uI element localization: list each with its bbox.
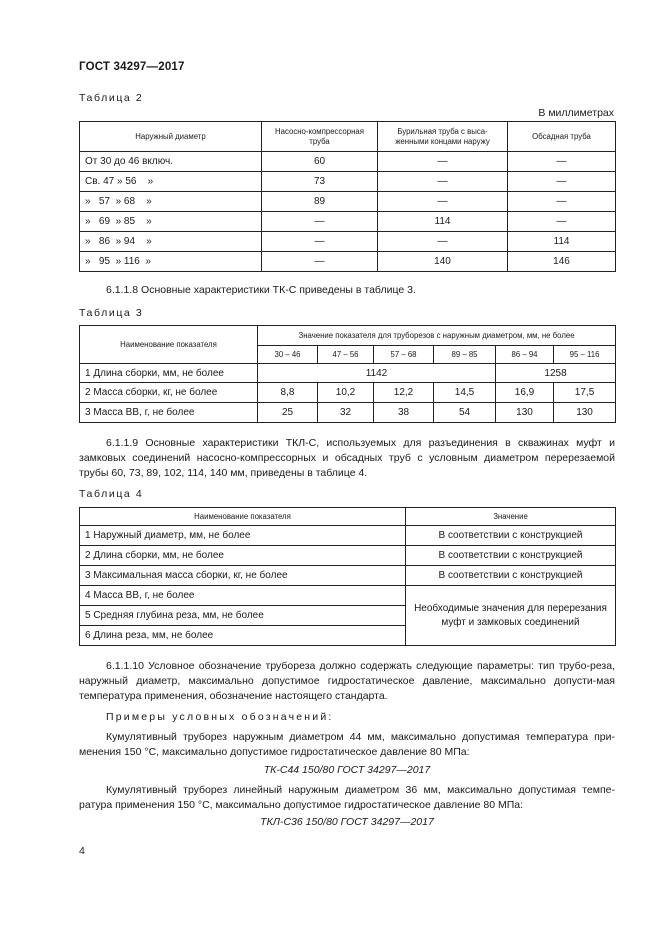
- paragraph-6-1-1-9: 6.1.1.9 Основные характеристики ТКЛ-С, используемых для разъединения в скважинах муфт и замковых соединений насосно-компрессорных и обсадных труб с условным диаметром перерезаемой трубы 60, 73, 89, 102, 114, 140 мм, приведены в таблице 4.: [79, 437, 615, 479]
- table-cell: 89: [262, 192, 378, 212]
- table-cell: 114: [508, 232, 616, 252]
- table-cell: 3 Масса ВВ, г, не более: [80, 403, 258, 423]
- table-cell: 16,9: [496, 383, 554, 403]
- table3-subheader: 89 – 85: [434, 346, 496, 364]
- table-cell: Св. 47 » 56 »: [80, 172, 262, 192]
- table-cell: 32: [318, 403, 374, 423]
- table3-subheader: 86 – 94: [496, 346, 554, 364]
- table-cell: 4 Масса ВВ, г, не более: [80, 586, 406, 606]
- examples-title: Примеры условных обозначений:: [106, 711, 334, 723]
- table-cell: 10,2: [318, 383, 374, 403]
- table-cell: —: [262, 212, 378, 232]
- table-cell: 8,8: [258, 383, 318, 403]
- table-cell: 3 Максимальная масса сборки, кг, не более: [80, 566, 406, 586]
- table3: [79, 325, 616, 423]
- table-row: [80, 252, 616, 272]
- table-row: [80, 566, 616, 586]
- table-cell: » 95 » 116 »: [80, 252, 262, 272]
- table-cell: » 86 » 94 »: [80, 232, 262, 252]
- table-row: [80, 212, 616, 232]
- table2: [79, 121, 616, 272]
- table-cell: —: [378, 192, 508, 212]
- table-cell: 14,5: [434, 383, 496, 403]
- table-cell: 38: [374, 403, 434, 423]
- table-cell-merged: Необходимые значения для перерезания муфт и замковых соединений: [406, 586, 616, 646]
- table-row: [80, 152, 616, 172]
- table3-header-group: Значение показателя для труборезов с наружным диаметром, мм, не более: [258, 326, 616, 346]
- table3-caption: Таблица 3: [79, 307, 144, 319]
- table-row: [80, 526, 616, 546]
- table-cell: 25: [258, 403, 318, 423]
- table-cell: —: [378, 172, 508, 192]
- table2-header-nkt: Насосно-компрессорная труба: [262, 122, 378, 152]
- document-header: ГОСТ 34297—2017: [79, 61, 185, 73]
- table-cell: 6 Длина реза, мм, не более: [80, 626, 406, 646]
- example2-text: Кумулятивный труборез линейный наружным диаметром 36 мм, максимально допустимая темпе-ратура применения 150 °С, максимально допустимое гидростатическое давление 80 МПа:: [79, 784, 615, 811]
- table-cell: 60: [262, 152, 378, 172]
- table-cell: —: [508, 192, 616, 212]
- table-cell: —: [508, 212, 616, 232]
- table-cell: 73: [262, 172, 378, 192]
- table2-caption: Таблица 2: [79, 92, 144, 104]
- table4-header-value: Значение: [406, 508, 616, 526]
- table-row: [80, 364, 616, 383]
- table4: [79, 507, 616, 646]
- table-cell: В соответствии с конструкцией: [406, 546, 616, 566]
- table-cell: 17,5: [554, 383, 616, 403]
- table-row: [80, 546, 616, 566]
- table2-units: В миллиметрах: [538, 107, 614, 119]
- table-cell: —: [508, 172, 616, 192]
- table-cell: В соответствии с конструкцией: [406, 566, 616, 586]
- example2-code: ТКЛ-С36 150/80 ГОСТ 34297—2017: [260, 816, 434, 828]
- table-row: [80, 586, 616, 606]
- table2-header-diameter: Наружный диаметр: [80, 122, 262, 152]
- table-cell: В соответствии с конструкцией: [406, 526, 616, 546]
- table-cell: —: [508, 152, 616, 172]
- table3-subheader: 57 – 68: [374, 346, 434, 364]
- table-cell: 130: [554, 403, 616, 423]
- table-row: [80, 172, 616, 192]
- table-cell: 1 Длина сборки, мм, не более: [80, 364, 258, 383]
- table3-subheader: 30 – 46: [258, 346, 318, 364]
- table2-header-drill: Бурильная труба с выса-женными концами наружу: [378, 122, 508, 152]
- table-cell: —: [262, 232, 378, 252]
- table-cell: » 69 » 85 »: [80, 212, 262, 232]
- table3-header-param: Наименование показателя: [80, 326, 258, 364]
- table-cell: 130: [496, 403, 554, 423]
- example1-code: ТК-С44 150/80 ГОСТ 34297—2017: [263, 764, 431, 776]
- table-row: [80, 403, 616, 423]
- table-cell: » 57 » 68 »: [80, 192, 262, 212]
- table-cell: —: [262, 252, 378, 272]
- table-cell: 1142: [258, 364, 496, 383]
- table-cell: 146: [508, 252, 616, 272]
- paragraph-6-1-1-10: 6.1.1.10 Условное обозначение трубореза должно содержать следующие параметры: тип трубо-реза, наружный диаметр, максимально допустимое гидростатическое давление, максимально допусти-мая температура применения, обозначение настоящего стандарта.: [79, 660, 615, 702]
- table2-header-casing: Обсадная труба: [508, 122, 616, 152]
- table-cell: 1 Наружный диаметр, мм, не более: [80, 526, 406, 546]
- table4-header-param: Наименование показателя: [80, 508, 406, 526]
- table-cell: 114: [378, 212, 508, 232]
- table-cell: 2 Масса сборки, кг, не более: [80, 383, 258, 403]
- table-cell: 140: [378, 252, 508, 272]
- table-cell: 2 Длина сборки, мм, не более: [80, 546, 406, 566]
- paragraph-6-1-1-8: 6.1.1.8 Основные характеристики ТК-С приведены в таблице 3.: [106, 284, 416, 296]
- table-row: [80, 232, 616, 252]
- table4-caption: Таблица 4: [79, 488, 144, 500]
- table-row: [80, 192, 616, 212]
- table-cell: 1258: [496, 364, 616, 383]
- table-row: [80, 383, 616, 403]
- table3-subheader: 47 – 56: [318, 346, 374, 364]
- table-cell: От 30 до 46 включ.: [80, 152, 262, 172]
- table-cell: 12,2: [374, 383, 434, 403]
- table-cell: 54: [434, 403, 496, 423]
- table3-subheader: 95 – 116: [554, 346, 616, 364]
- table-cell: —: [378, 152, 508, 172]
- table-cell: 5 Средняя глубина реза, мм, не более: [80, 606, 406, 626]
- example1-text: Кумулятивный труборез наружным диаметром 44 мм, максимально допустимая температура при-менения 150 °С, максимально допустимое гидростатическое давление 80 МПа:: [79, 731, 615, 758]
- page-number: 4: [79, 845, 85, 857]
- table-cell: —: [378, 232, 508, 252]
